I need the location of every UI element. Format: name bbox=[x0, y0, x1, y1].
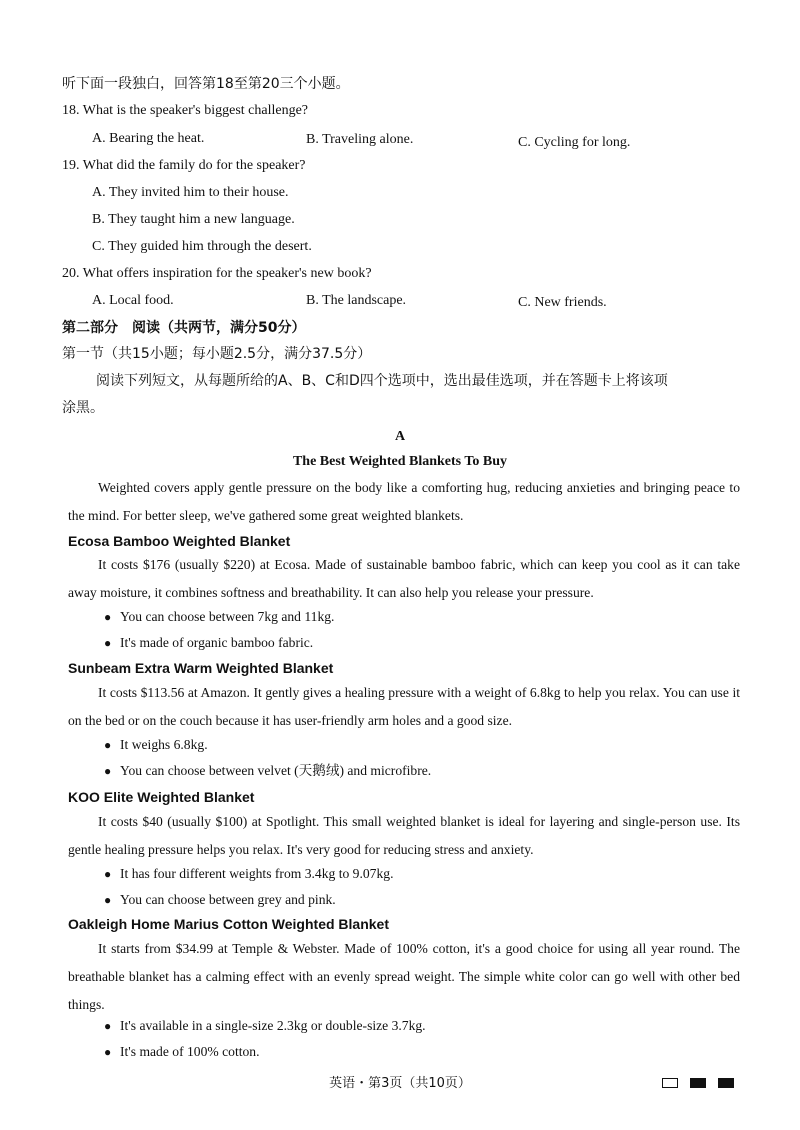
passage-intro-paragraph bbox=[68, 474, 740, 530]
question-number: 19. bbox=[62, 158, 80, 173]
solid-square-mark-icon bbox=[718, 1078, 734, 1088]
solid-square-mark-icon bbox=[690, 1078, 706, 1088]
bullet-dot-icon: ● bbox=[104, 738, 112, 752]
question-text: What is the speaker's biggest challenge? bbox=[82, 103, 309, 118]
q19-option-b: B. They taught him a new language. bbox=[92, 212, 295, 227]
bullet-item: ● It weighs 6.8kg. bbox=[104, 737, 208, 752]
bullet-item: ● It's made of 100% cotton. bbox=[104, 1044, 260, 1059]
q18-option-c: C. Cycling for long. bbox=[518, 135, 631, 150]
description-text: It costs $40 (usually $100) at Spotlight. This small weighted blanket is ideal for layering and single-person use. Its gentle healing pressure helps you relax. It's very good for reducing stress and anxiety. bbox=[68, 814, 740, 857]
product-description-sunbeam bbox=[68, 679, 740, 735]
description-text: It starts from $34.99 at Temple & Webster. Made of 100% cotton, it's a good choice for using all year round. The breathable blanket has a calming effect with an evenly spread weight. The simple white color can go well with other bed things. bbox=[68, 941, 740, 1012]
question-text: What offers inspiration for the speaker's new book? bbox=[82, 266, 372, 281]
passage-letter: A bbox=[394, 429, 406, 444]
passage-title: The Best Weighted Blankets To Buy bbox=[292, 454, 508, 469]
hollow-square-mark-icon bbox=[662, 1078, 678, 1088]
q20-option-b: B. The landscape. bbox=[306, 293, 407, 308]
bullet-item: ● You can choose between velvet (天鹅绒) and microfibre. bbox=[104, 763, 432, 778]
bullet-dot-icon: ● bbox=[104, 1019, 112, 1033]
intro-text: Weighted covers apply gentle pressure on the body like a comforting hug, reducing anxieties and bringing peace to the mind. For better sleep, we've gathered some great weighted blankets. bbox=[68, 480, 740, 523]
product-name-oakleigh: Oakleigh Home Marius Cotton Weighted Blanket bbox=[68, 916, 390, 932]
bullet-dot-icon: ● bbox=[104, 893, 112, 907]
question-number: 18. bbox=[62, 103, 80, 118]
bullet-dot-icon: ● bbox=[104, 610, 112, 624]
reading-section-title: 第一节（共15小题；每小题2.5分，满分37.5分） bbox=[62, 346, 372, 362]
bullet-dot-icon: ● bbox=[104, 1045, 112, 1059]
bullet-dot-icon: ● bbox=[104, 867, 112, 881]
product-description-oakleigh bbox=[68, 935, 740, 1019]
bullet-item: ● You can choose between 7kg and 11kg. bbox=[104, 609, 335, 624]
reading-instruction-line1: 阅读下列短文，从每题所给的A、B、C和D四个选项中，选出最佳选项，并在答题卡上将该项 bbox=[96, 373, 668, 389]
bullet-item: ● You can choose between grey and pink. bbox=[104, 892, 336, 907]
question-number: 20. bbox=[62, 266, 80, 281]
listening-intro: 听下面一段独白，回答第18至第20三个小题。 bbox=[62, 76, 350, 92]
question-text: What did the family do for the speaker? bbox=[82, 158, 306, 173]
q18-option-b: B. Traveling alone. bbox=[306, 132, 414, 147]
question-19 bbox=[62, 157, 306, 175]
q20-option-c: C. New friends. bbox=[518, 295, 607, 310]
bullet-item: ● It's available in a single-size 2.3kg or double-size 3.7kg. bbox=[104, 1018, 426, 1033]
question-18 bbox=[62, 102, 308, 120]
reading-instruction-line2: 涂黑。 bbox=[62, 400, 104, 416]
bullet-item: ● It has four different weights from 3.4kg to 9.07kg. bbox=[104, 866, 394, 881]
description-text: It costs $113.56 at Amazon. It gently gives a healing pressure with a weight of 6.8kg to help you relax. You can use it on the bed or on the couch because it has user-friendly arm holes and a good size. bbox=[68, 685, 740, 728]
q20-option-a: A. Local food. bbox=[92, 293, 174, 308]
bullet-dot-icon: ● bbox=[104, 764, 112, 778]
bullet-dot-icon: ● bbox=[104, 636, 112, 650]
product-description-ecosa bbox=[68, 551, 740, 607]
product-name-sunbeam: Sunbeam Extra Warm Weighted Blanket bbox=[68, 660, 334, 676]
q19-option-a: A. They invited him to their house. bbox=[92, 185, 289, 200]
question-20 bbox=[62, 265, 372, 283]
reading-part-title: 第二部分 阅读（共两节，满分50分） bbox=[62, 320, 306, 336]
product-name-koo: KOO Elite Weighted Blanket bbox=[68, 789, 255, 805]
description-text: It costs $176 (usually $220) at Ecosa. Made of sustainable bamboo fabric, which can keep you cool as it can take away moisture, it combines softness and breathability. It can also help you release your pressure. bbox=[68, 557, 740, 600]
q19-option-c: C. They guided him through the desert. bbox=[92, 239, 312, 254]
bullet-item: ● It's made of organic bamboo fabric. bbox=[104, 635, 314, 650]
page-footer: 英语・第3页（共10页） bbox=[329, 1076, 471, 1091]
q18-option-a: A. Bearing the heat. bbox=[92, 131, 205, 146]
product-description-koo bbox=[68, 808, 740, 864]
product-name-ecosa: Ecosa Bamboo Weighted Blanket bbox=[68, 533, 291, 549]
